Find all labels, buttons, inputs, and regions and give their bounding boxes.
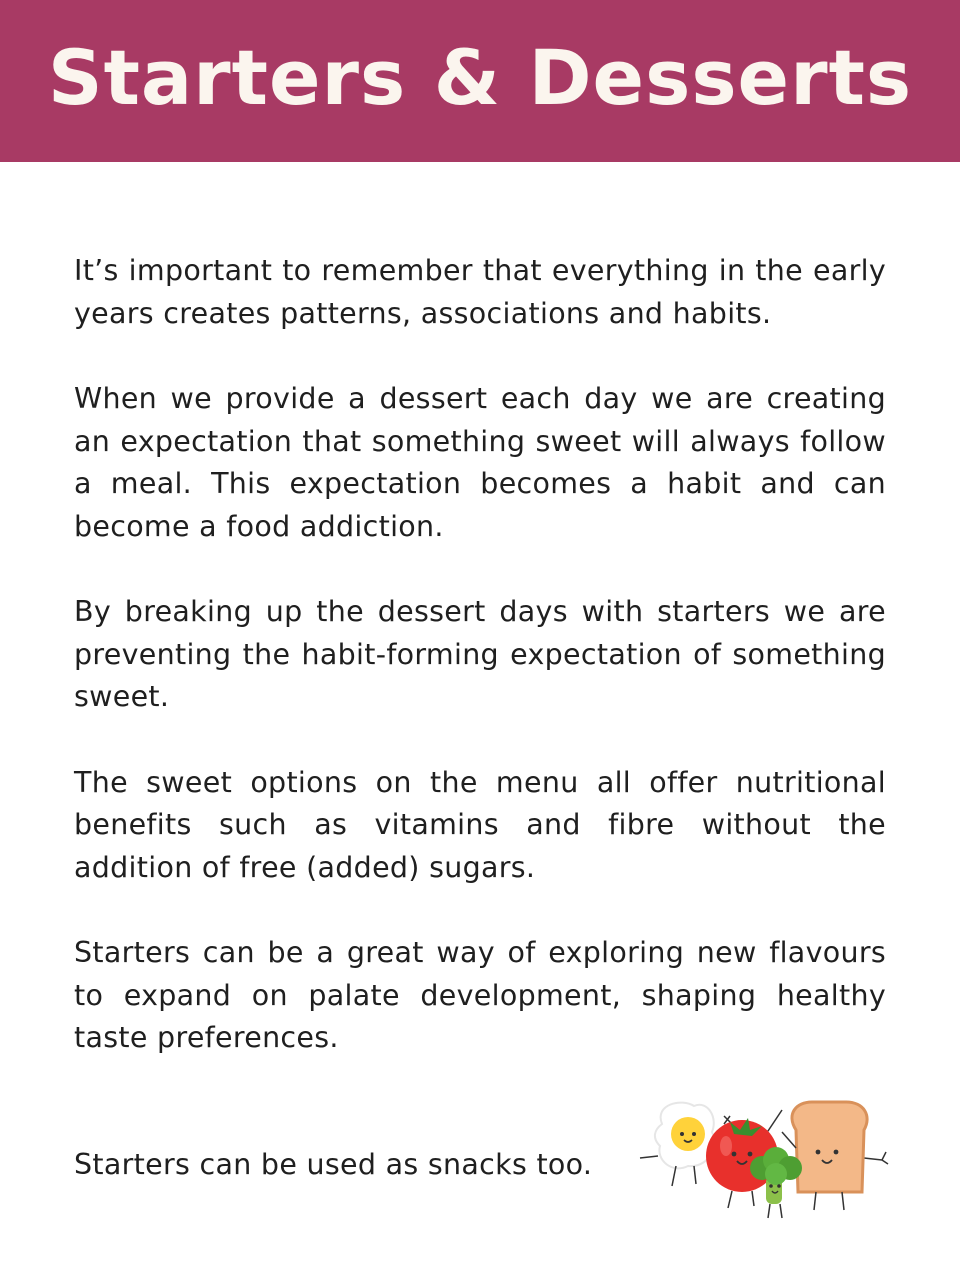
body-text bbox=[74, 250, 886, 1103]
food-characters-illustration bbox=[636, 1094, 894, 1220]
header-banner bbox=[0, 0, 960, 162]
paragraph-starters: Starters can be a great way of exploring new flavours to expand on palate development, shaping healthy taste preferences. bbox=[74, 936, 886, 1054]
paragraph-breaking-up: By breaking up the dessert days with starters we are preventing the habit-forming expectation of something sweet. bbox=[74, 595, 886, 713]
paragraph-sweet-options: The sweet options on the menu all offer nutritional benefits such as vitamins and fibre without the addition of free (added) sugars. bbox=[74, 765, 886, 884]
toast-icon bbox=[782, 1102, 888, 1210]
closing-line: Starters can be used as snacks too. bbox=[74, 1148, 593, 1181]
paragraph-patterns: It’s important to remember that everything in the early years creates patterns, associations and habits. bbox=[74, 254, 886, 330]
page-title: Starters & Desserts bbox=[47, 32, 913, 122]
paragraph-dessert-expectation: When we provide a dessert each day we are creating an expectation that something sweet will always follow a meal. This expectation becomes a habit and can become a food addiction. bbox=[74, 382, 886, 543]
fried-egg-icon bbox=[640, 1103, 714, 1186]
